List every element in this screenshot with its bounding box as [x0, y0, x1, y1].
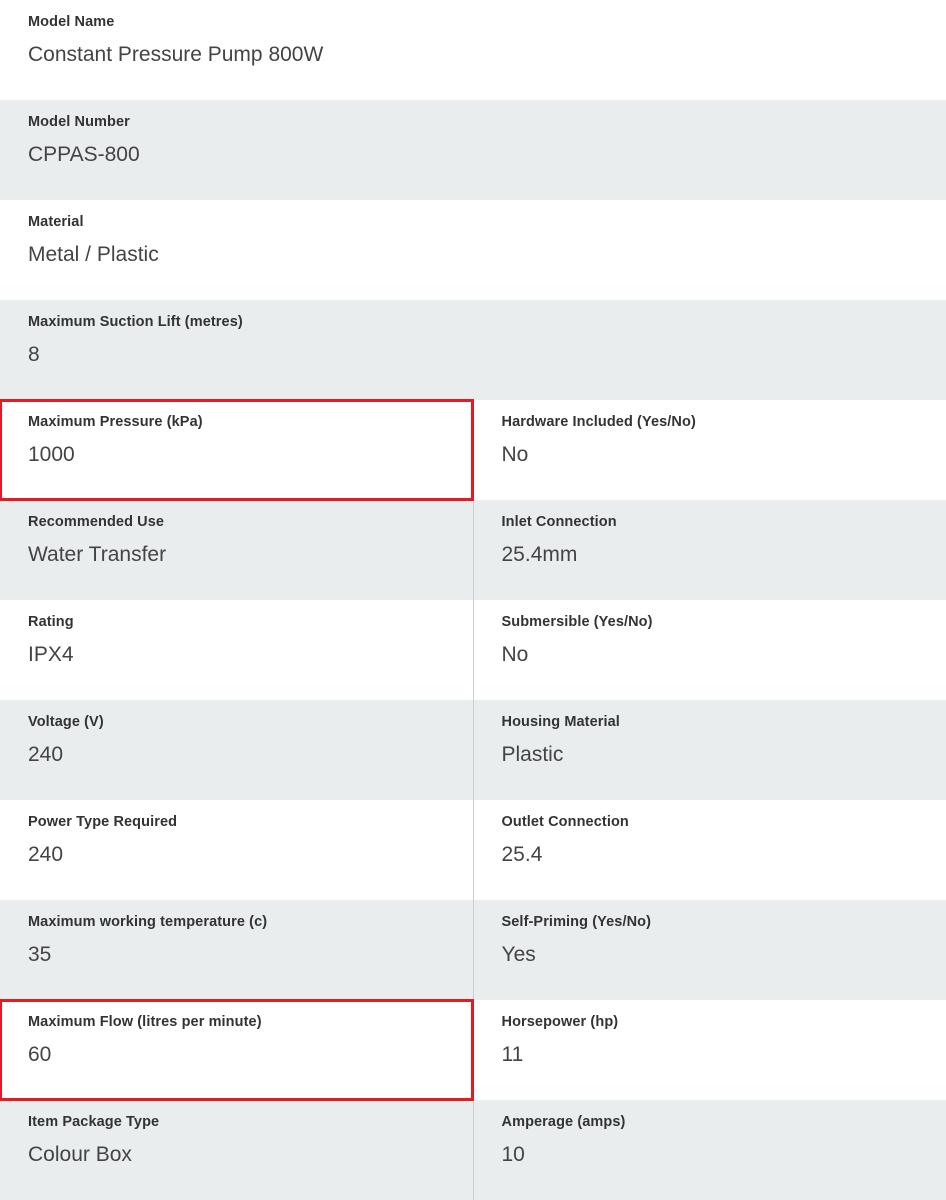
spec-value: 8 [28, 342, 926, 368]
spec-label: Housing Material [502, 713, 927, 733]
table-row [0, 900, 946, 1000]
spec-cell-content [474, 700, 946, 800]
spec-cell [0, 300, 946, 400]
spec-cell-content [0, 100, 946, 200]
spec-label: Rating [28, 613, 453, 633]
spec-cell-content [474, 600, 946, 700]
table-row [0, 500, 946, 600]
table-row [0, 600, 946, 700]
spec-value: 60 [28, 1042, 453, 1068]
spec-cell-right [473, 1000, 946, 1100]
spec-label: Outlet Connection [502, 813, 927, 833]
spec-value: 10 [502, 1142, 927, 1168]
spec-cell-left [0, 400, 473, 500]
spec-value: Yes [502, 942, 927, 968]
spec-cell-left [0, 900, 473, 1000]
spec-label: Recommended Use [28, 513, 453, 533]
spec-cell-right [473, 800, 946, 900]
spec-cell-right [473, 600, 946, 700]
spec-cell-content-highlighted [0, 1000, 473, 1100]
spec-value: CPPAS-800 [28, 142, 926, 168]
spec-cell-left [0, 1100, 473, 1200]
spec-cell-content [474, 500, 946, 600]
spec-cell-content [0, 700, 473, 800]
spec-value: Metal / Plastic [28, 242, 926, 268]
spec-cell-content-highlighted [0, 400, 473, 500]
spec-value: 11 [502, 1042, 927, 1068]
spec-value: 240 [28, 842, 453, 868]
spec-cell-right [473, 1100, 946, 1200]
spec-cell-content [0, 1100, 473, 1200]
spec-label: Power Type Required [28, 813, 453, 833]
spec-cell-left [0, 700, 473, 800]
spec-cell-left [0, 1000, 473, 1100]
spec-value: Water Transfer [28, 542, 453, 568]
spec-label: Self-Priming (Yes/No) [502, 913, 927, 933]
spec-cell-right [473, 700, 946, 800]
spec-cell-content [474, 1100, 946, 1200]
spec-label: Submersible (Yes/No) [502, 613, 927, 633]
spec-value: Constant Pressure Pump 800W [28, 42, 926, 68]
spec-cell-content [0, 300, 946, 400]
spec-label: Maximum Pressure (kPa) [28, 413, 453, 433]
table-row [0, 0, 946, 100]
table-row [0, 100, 946, 200]
spec-cell-content [0, 0, 946, 100]
spec-cell-content [0, 200, 946, 300]
spec-value: No [502, 642, 927, 668]
spec-label: Hardware Included (Yes/No) [502, 413, 927, 433]
spec-value: 25.4 [502, 842, 927, 868]
spec-value: 240 [28, 742, 453, 768]
table-row [0, 700, 946, 800]
spec-label: Amperage (amps) [502, 1113, 927, 1133]
spec-cell-content [474, 800, 946, 900]
spec-cell-content [0, 500, 473, 600]
spec-value: 1000 [28, 442, 453, 468]
spec-value: IPX4 [28, 642, 453, 668]
spec-cell [0, 100, 946, 200]
spec-value: 35 [28, 942, 453, 968]
table-row [0, 400, 946, 500]
spec-label: Material [28, 213, 926, 233]
spec-value: 25.4mm [502, 542, 927, 568]
spec-value: Plastic [502, 742, 927, 768]
spec-cell-right [473, 900, 946, 1000]
spec-cell-content [0, 900, 473, 1000]
spec-label: Item Package Type [28, 1113, 453, 1133]
spec-label: Model Name [28, 13, 926, 33]
table-row [0, 200, 946, 300]
spec-cell-left [0, 800, 473, 900]
spec-label: Maximum Flow (litres per minute) [28, 1013, 453, 1033]
spec-label: Inlet Connection [502, 513, 927, 533]
spec-cell [0, 0, 946, 100]
spec-value: Colour Box [28, 1142, 453, 1168]
spec-cell-right [473, 400, 946, 500]
spec-cell [0, 200, 946, 300]
spec-cell-left [0, 600, 473, 700]
spec-label: Maximum working temperature (c) [28, 913, 453, 933]
spec-cell-content [474, 400, 946, 500]
table-row [0, 1100, 946, 1200]
spec-cell-left [0, 500, 473, 600]
spec-label: Voltage (V) [28, 713, 453, 733]
spec-cell-content [474, 1000, 946, 1100]
spec-label: Model Number [28, 113, 926, 133]
table-row [0, 300, 946, 400]
spec-value: No [502, 442, 927, 468]
spec-cell-content [474, 900, 946, 1000]
spec-label: Horsepower (hp) [502, 1013, 927, 1033]
table-row [0, 800, 946, 900]
spec-cell-content [0, 600, 473, 700]
spec-cell-right [473, 500, 946, 600]
table-row [0, 1000, 946, 1100]
spec-cell-content [0, 800, 473, 900]
spec-label: Maximum Suction Lift (metres) [28, 313, 926, 333]
